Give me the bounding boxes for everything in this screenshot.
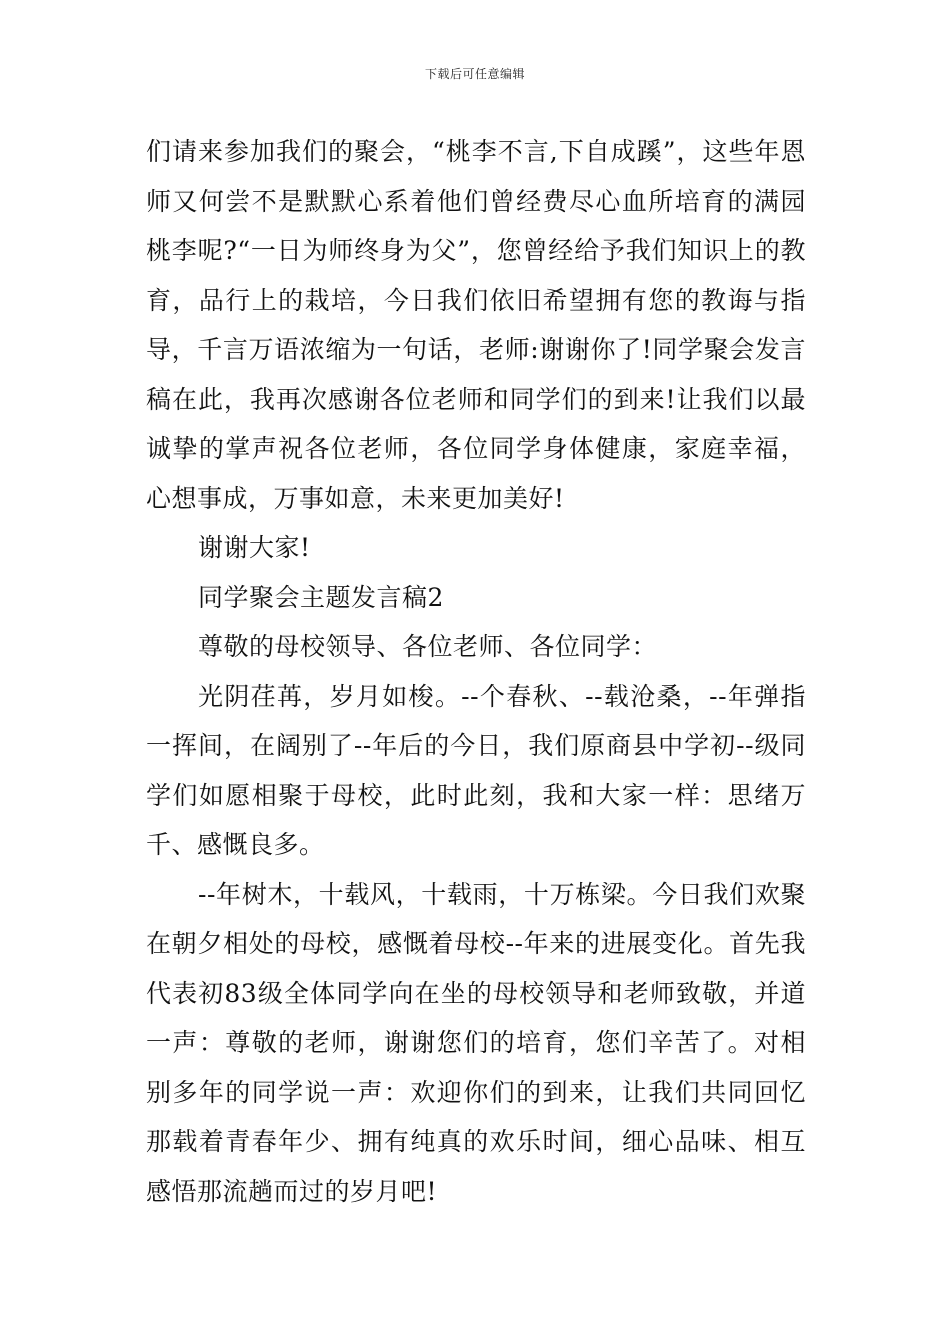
paragraph-gratitude: --年树木，十载风，十载雨，十万栋梁。今日我们欢聚在朝夕相处的母校，感慨着母校--年来的进展变化。首先我代表初83级全体同学向在坐的母校领导和老师致敬，并道一声：尊敬的老师，谢谢您们的培育，您们辛苦了。对相别多年的同学说一声：欢迎你们的到来，让我们共同回忆那载着青春年少、拥有纯真的欢乐时间，细心品味、相互感悟那流趟而过的岁月吧! xyxy=(146,879,806,1206)
paragraph-salutation: 尊敬的母校领导、各位老师、各位同学： xyxy=(198,632,658,661)
page-header: 下载后可任意编辑 xyxy=(424,67,525,81)
paragraph-thanks: 谢谢大家! xyxy=(198,533,311,562)
document-body xyxy=(146,127,806,1216)
paragraph-closing-remarks: 们请来参加我们的聚会，“桃李不言,下自成蹊”，这些年恩师又何尝不是默默心系着他们曾经费尽心血所培育的满园桃李呢?“一日为师终身为父”，您曾经给予我们知识上的教育，品行上的栽培，今日我们依旧希望拥有您的教诲与指导，千言万语浓缩为一句话，老师:谢谢你了!同学聚会发言稿在此，我再次感谢各位老师和同学们的到来!让我们以最诚挚的掌声祝各位老师，各位同学身体健康，家庭幸福，心想事成，万事如意，未来更加美好! xyxy=(146,137,806,513)
paragraph-opening: 光阴荏苒，岁月如梭。--个春秋、--载沧桑，--年弹指一挥间，在阔别了--年后的今日，我们原商县中学初--级同学们如愿相聚于母校，此时此刻，我和大家一样：思绪万千、感慨良多。 xyxy=(146,681,806,859)
section-title: 同学聚会主题发言稿2 xyxy=(198,582,444,612)
